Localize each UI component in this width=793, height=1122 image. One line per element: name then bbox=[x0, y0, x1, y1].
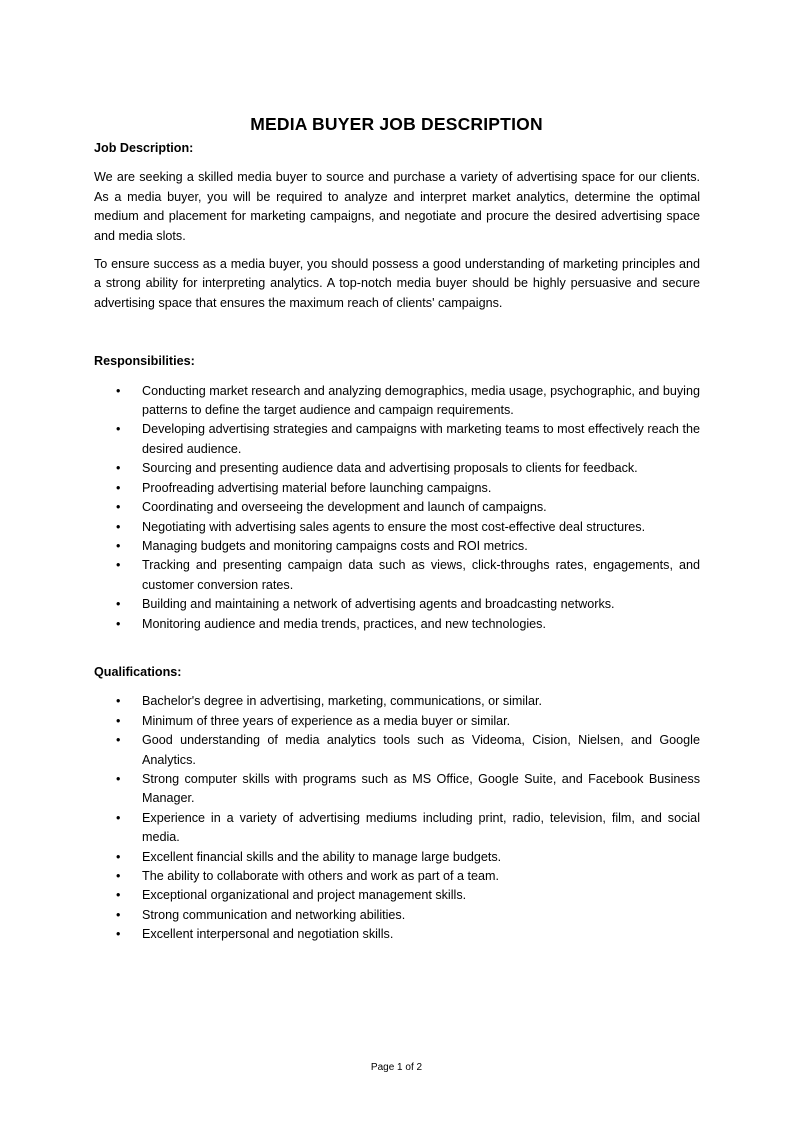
document-title: MEDIA BUYER JOB DESCRIPTION bbox=[250, 114, 543, 134]
bullet-icon: • bbox=[116, 869, 121, 883]
list-item-text: Negotiating with advertising sales agents to ensure the most cost-effective deal structures. bbox=[142, 519, 646, 534]
bullet-icon: • bbox=[116, 558, 121, 573]
bullet-icon: • bbox=[116, 888, 121, 903]
list-item-text: Conducting market research and analyzing demographics, media usage, psychographic, and buying patterns to define the target audience and campaign requirements. bbox=[142, 383, 700, 418]
list-item bbox=[94, 848, 700, 867]
list-item-text: Experience in a variety of advertising mediums including print, radio, television, film, and social media. bbox=[142, 810, 700, 845]
list-item-text: Minimum of three years of experience as a media buyer or similar. bbox=[142, 713, 511, 728]
list-item-text: The ability to collaborate with others and work as part of a team. bbox=[142, 869, 500, 883]
spacer bbox=[94, 246, 700, 255]
list-item bbox=[94, 925, 700, 944]
list-item bbox=[94, 692, 700, 711]
qualifications-list bbox=[94, 692, 700, 944]
bullet-icon: • bbox=[116, 927, 121, 942]
bullet-icon: • bbox=[116, 480, 121, 495]
bullet-icon: • bbox=[116, 422, 121, 437]
bullet-icon: • bbox=[116, 538, 121, 553]
document-body bbox=[94, 139, 700, 945]
bullet-icon: • bbox=[116, 461, 121, 476]
list-item bbox=[94, 420, 700, 459]
list-item bbox=[94, 867, 700, 886]
bullet-icon: • bbox=[116, 849, 121, 864]
list-item-text: Strong computer skills with programs such as MS Office, Google Suite, and Facebook Business Manager. bbox=[142, 771, 700, 806]
bullet-icon: • bbox=[116, 616, 121, 631]
responsibilities-list bbox=[94, 382, 700, 634]
list-item-text: Good understanding of media analytics tools such as Videoma, Cision, Nielsen, and Google Analytics. bbox=[142, 733, 700, 767]
list-item-text: Tracking and presenting campaign data such as views, click-throughs rates, engagements, and customer conversion rates. bbox=[142, 558, 700, 592]
list-item bbox=[94, 906, 700, 925]
list-item-text: Excellent interpersonal and negotiation skills. bbox=[142, 927, 394, 942]
list-item-text: Strong communication and networking abilities. bbox=[142, 907, 406, 922]
list-item bbox=[94, 712, 700, 731]
bullet-icon: • bbox=[116, 907, 121, 922]
list-item-text: Developing advertising strategies and campaigns with marketing teams to most effectively reach the desired audience. bbox=[142, 422, 700, 456]
list-item bbox=[94, 479, 700, 498]
bullet-icon: • bbox=[116, 694, 121, 709]
spacer bbox=[94, 682, 700, 692]
bullet-icon: • bbox=[116, 597, 121, 612]
list-item bbox=[94, 537, 700, 556]
job-description-paragraph-1: We are seeking a skilled media buyer to source and purchase a variety of advertising space for our clients. As a media buyer, you will be required to analyze and interpret market analytics, determine the optimal medium and placement for marketing campaigns, and negotiate and procure the desired advertising space and media slots. bbox=[94, 170, 700, 243]
bullet-icon: • bbox=[116, 810, 121, 825]
job-description-heading: Job Description: bbox=[94, 141, 194, 155]
bullet-icon: • bbox=[116, 519, 121, 534]
list-item-text: Monitoring audience and media trends, practices, and new technologies. bbox=[142, 616, 546, 631]
list-item bbox=[94, 731, 700, 770]
list-item bbox=[94, 886, 700, 905]
spacer bbox=[94, 313, 700, 342]
list-item bbox=[94, 459, 700, 478]
list-item-text: Proofreading advertising material before launching campaigns. bbox=[142, 480, 492, 495]
list-item-text: Managing budgets and monitoring campaigns costs and ROI metrics. bbox=[142, 538, 528, 553]
list-item-text: Excellent financial skills and the ability to manage large budgets. bbox=[142, 849, 502, 864]
list-item-text: Sourcing and presenting audience data and advertising proposals to clients for feedback. bbox=[142, 461, 638, 476]
list-item bbox=[94, 615, 700, 634]
spacer bbox=[94, 158, 700, 168]
bullet-icon: • bbox=[116, 733, 121, 748]
list-item bbox=[94, 498, 700, 517]
list-item bbox=[94, 809, 700, 848]
list-item-text: Building and maintaining a network of advertising agents and broadcasting networks. bbox=[142, 597, 615, 612]
bullet-icon: • bbox=[116, 383, 121, 398]
list-item bbox=[94, 382, 700, 421]
list-item bbox=[94, 556, 700, 595]
qualifications-heading: Qualifications: bbox=[94, 664, 182, 679]
list-item bbox=[94, 770, 700, 809]
spacer bbox=[94, 342, 700, 352]
spacer bbox=[94, 372, 700, 382]
list-item-text: Bachelor's degree in advertising, marketing, communications, or similar. bbox=[142, 694, 542, 709]
bullet-icon: • bbox=[116, 713, 121, 728]
job-description-paragraph-2: To ensure success as a media buyer, you should possess a good understanding of marketing principles and a strong ability for interpreting analytics. A top-notch media buyer should be highly persuasive and secure advertising space that ensures the maximum reach of clients' campaigns. bbox=[94, 257, 700, 310]
list-item-text: Exceptional organizational and project management skills. bbox=[142, 888, 467, 903]
spacer bbox=[94, 634, 700, 663]
responsibilities-heading: Responsibilities: bbox=[94, 354, 195, 369]
list-item bbox=[94, 595, 700, 614]
list-item-text: Coordinating and overseeing the development and launch of campaigns. bbox=[142, 500, 547, 515]
list-item bbox=[94, 518, 700, 537]
page-number: Page 1 of 2 bbox=[370, 1062, 423, 1073]
bullet-icon: • bbox=[116, 771, 121, 786]
bullet-icon: • bbox=[116, 500, 121, 515]
